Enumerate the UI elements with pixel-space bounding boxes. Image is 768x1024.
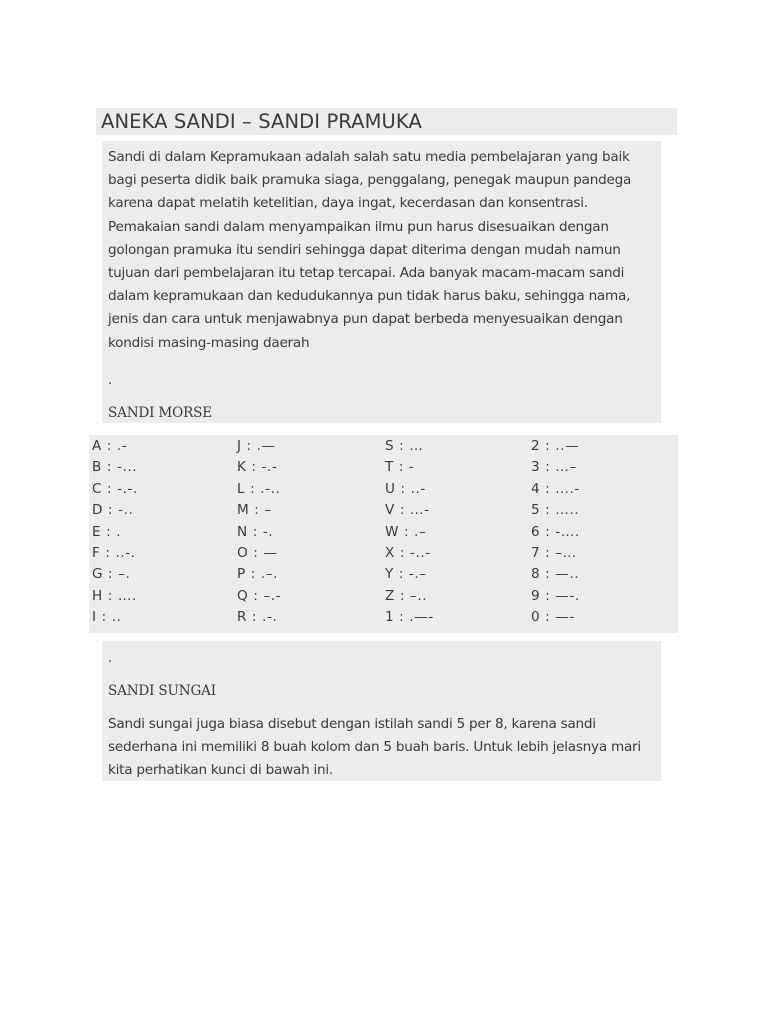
- intro-paragraph: Sandi di dalam Kepramukaan adalah salah satu media pembelajaran yang baik bagi peserta didik baik pramuka siaga, penggalang, penegak maupun pandega karena dapat melatih ketelitian, daya ingat, kecerdasan dan konsentrasi. Pemakaian sandi dalam menyampaikan ilmu pun harus disesuaikan dengan golongan pramuka itu sendiri sehingga dapat diterima dengan mudah namun tujuan dari pembelajaran itu tetap tercapai. Ada banyak macam-macam sandi dalam kepramukaan dan kedudukannya pun tidak harus baku, sehingga nama, jenis dan cara untuk menjawabnya pun dapat berbeda menyesuaikan dengan kondisi masing-masing daerah: [108, 149, 632, 351]
- morse-cell: 8 : —..: [531, 566, 580, 583]
- sungai-heading: SANDI SUNGAI: [108, 683, 216, 699]
- title-block: [96, 108, 677, 135]
- morse-column-4: [531, 436, 580, 629]
- morse-cell: T : -: [385, 459, 415, 476]
- morse-column-1: [92, 436, 138, 629]
- morse-heading: SANDI MORSE: [108, 405, 212, 421]
- morse-cell: V : …-: [385, 502, 430, 519]
- morse-cell: A : .-: [92, 438, 128, 454]
- morse-cell: X : -..-: [385, 544, 431, 561]
- morse-cell: O : —: [237, 544, 278, 561]
- morse-cell: Y : -.–: [385, 566, 427, 583]
- morse-cell: L : .-..: [237, 480, 281, 497]
- morse-cell: W : .–: [385, 523, 427, 540]
- page-title: ANEKA SANDI – SANDI PRAMUKA: [101, 110, 422, 133]
- morse-cell: 4 : ….-: [531, 480, 580, 497]
- morse-cell: F : ..-.: [92, 544, 136, 561]
- morse-cell: U : ..-: [385, 480, 426, 497]
- morse-cell: 6 : -….: [531, 523, 580, 540]
- morse-cell: P : .–.: [237, 566, 279, 583]
- sungai-paragraph: Sandi sungai juga biasa disebut dengan istilah sandi 5 per 8, karena sandi sederhana ini memiliki 8 buah kolom dan 5 buah baris. Untuk lebih jelasnya mari kita perhatikan kunci di bawah ini.: [108, 716, 641, 779]
- morse-cell: M : –: [237, 502, 272, 519]
- sungai-section: [102, 641, 661, 781]
- morse-cell: 0 : —-: [531, 609, 575, 626]
- morse-cell: 9 : —-.: [531, 587, 580, 604]
- morse-cell: Z : –..: [385, 587, 428, 604]
- morse-cell: 7 : –…: [531, 544, 577, 561]
- morse-cell: 5 : …..: [531, 502, 580, 519]
- morse-cell: D : -..: [92, 502, 134, 519]
- morse-cell: J : .—: [237, 438, 276, 454]
- morse-cell: B : -...: [92, 459, 138, 476]
- intro-section: [102, 141, 661, 423]
- morse-cell: R : .-.: [237, 609, 278, 626]
- morse-column-3: [385, 436, 434, 629]
- morse-cell: Q : –.-: [237, 587, 282, 604]
- morse-cell: C : -.-.: [92, 480, 138, 497]
- morse-column-2: [237, 436, 281, 629]
- morse-cell: 3 : …–: [531, 459, 577, 476]
- morse-cell: H : ….: [92, 587, 137, 604]
- morse-cell: G : –.: [92, 566, 131, 583]
- separator-dot: .: [108, 650, 113, 666]
- morse-cell: S : …: [385, 438, 424, 454]
- morse-cell: 2 : ..—: [531, 438, 580, 454]
- morse-table: [89, 435, 678, 633]
- morse-cell: K : -.-: [237, 459, 278, 476]
- separator-dot: .: [108, 372, 113, 388]
- morse-cell: E : .: [92, 523, 122, 540]
- morse-cell: I : ..: [92, 609, 122, 626]
- morse-cell: N : -.: [237, 523, 274, 540]
- morse-cell: 1 : .—-: [385, 609, 434, 626]
